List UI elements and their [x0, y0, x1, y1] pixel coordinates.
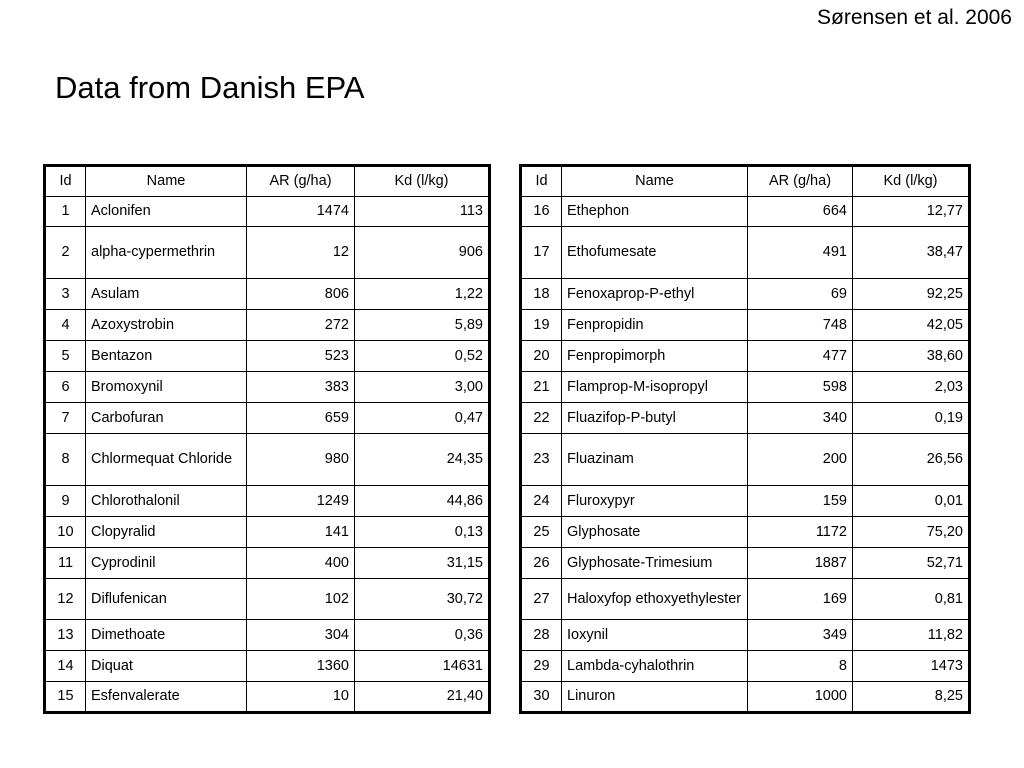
- table-row: [45, 682, 490, 713]
- kd-cell: 31,15: [355, 548, 490, 579]
- name-cell: Aclonifen: [86, 197, 247, 227]
- kd-cell: 0,47: [355, 403, 490, 434]
- kd-cell: 38,47: [853, 227, 970, 279]
- header-row: [521, 166, 970, 197]
- table-row: [45, 486, 490, 517]
- name-cell: Cyprodinil: [86, 548, 247, 579]
- kd-cell: 30,72: [355, 579, 490, 620]
- id-cell: 26: [521, 548, 562, 579]
- id-cell: 2: [45, 227, 86, 279]
- kd-cell: 44,86: [355, 486, 490, 517]
- name-cell: Glyphosate-Trimesium: [562, 548, 748, 579]
- kd-cell: 21,40: [355, 682, 490, 713]
- name-cell: Fenpropidin: [562, 310, 748, 341]
- ar-cell: 659: [247, 403, 355, 434]
- kd-cell: 0,19: [853, 403, 970, 434]
- id-cell: 4: [45, 310, 86, 341]
- id-cell: 9: [45, 486, 86, 517]
- ar-cell: 1887: [748, 548, 853, 579]
- id-cell: 30: [521, 682, 562, 713]
- id-cell: 28: [521, 620, 562, 651]
- kd-cell: 8,25: [853, 682, 970, 713]
- column-header: Id: [521, 166, 562, 197]
- ar-cell: 598: [748, 372, 853, 403]
- kd-cell: 75,20: [853, 517, 970, 548]
- id-cell: 8: [45, 434, 86, 486]
- ar-cell: 349: [748, 620, 853, 651]
- id-cell: 13: [45, 620, 86, 651]
- kd-cell: 1473: [853, 651, 970, 682]
- table-row: [45, 197, 490, 227]
- id-cell: 10: [45, 517, 86, 548]
- name-cell: Esfenvalerate: [86, 682, 247, 713]
- table-row: [521, 682, 970, 713]
- id-cell: 14: [45, 651, 86, 682]
- id-cell: 15: [45, 682, 86, 713]
- table-row: [45, 310, 490, 341]
- column-header: Kd (l/kg): [853, 166, 970, 197]
- id-cell: 22: [521, 403, 562, 434]
- table-row: [521, 197, 970, 227]
- name-cell: Fluazinam: [562, 434, 748, 486]
- kd-cell: 2,03: [853, 372, 970, 403]
- data-table-right: [519, 164, 971, 714]
- ar-cell: 1360: [247, 651, 355, 682]
- kd-cell: 11,82: [853, 620, 970, 651]
- kd-cell: 0,01: [853, 486, 970, 517]
- table-row: [521, 372, 970, 403]
- table-row: [521, 548, 970, 579]
- table-row: [45, 620, 490, 651]
- ar-cell: 272: [247, 310, 355, 341]
- citation: Sørensen et al. 2006: [817, 6, 1012, 29]
- id-cell: 23: [521, 434, 562, 486]
- kd-cell: 92,25: [853, 279, 970, 310]
- name-cell: Flamprop-M-isopropyl: [562, 372, 748, 403]
- id-cell: 3: [45, 279, 86, 310]
- ar-cell: 400: [247, 548, 355, 579]
- table-row: [45, 279, 490, 310]
- name-cell: Ioxynil: [562, 620, 748, 651]
- ar-cell: 12: [247, 227, 355, 279]
- table-row: [45, 341, 490, 372]
- page-title: Data from Danish EPA: [55, 70, 365, 105]
- table-row: [45, 517, 490, 548]
- name-cell: Fluroxypyr: [562, 486, 748, 517]
- table-row: [521, 279, 970, 310]
- id-cell: 16: [521, 197, 562, 227]
- id-cell: 27: [521, 579, 562, 620]
- table-row: [45, 434, 490, 486]
- ar-cell: 1000: [748, 682, 853, 713]
- name-cell: Bentazon: [86, 341, 247, 372]
- name-cell: alpha-cypermethrin: [86, 227, 247, 279]
- ar-cell: 980: [247, 434, 355, 486]
- table-row: [521, 620, 970, 651]
- name-cell: Clopyralid: [86, 517, 247, 548]
- ar-cell: 491: [748, 227, 853, 279]
- kd-cell: 0,36: [355, 620, 490, 651]
- ar-cell: 1172: [748, 517, 853, 548]
- data-table-left: [43, 164, 491, 714]
- name-cell: Chlorothalonil: [86, 486, 247, 517]
- name-cell: Chlormequat Chloride: [86, 434, 247, 486]
- name-cell: Dimethoate: [86, 620, 247, 651]
- kd-cell: 113: [355, 197, 490, 227]
- column-header: Id: [45, 166, 86, 197]
- id-cell: 20: [521, 341, 562, 372]
- ar-cell: 664: [748, 197, 853, 227]
- kd-cell: 52,71: [853, 548, 970, 579]
- table-row: [45, 579, 490, 620]
- ar-cell: 141: [247, 517, 355, 548]
- ar-cell: 1474: [247, 197, 355, 227]
- kd-cell: 42,05: [853, 310, 970, 341]
- id-cell: 29: [521, 651, 562, 682]
- id-cell: 5: [45, 341, 86, 372]
- name-cell: Haloxyfop ethoxyethylester: [562, 579, 748, 620]
- name-cell: Glyphosate: [562, 517, 748, 548]
- ar-cell: 748: [748, 310, 853, 341]
- ar-cell: 8: [748, 651, 853, 682]
- kd-cell: 0,81: [853, 579, 970, 620]
- table-row: [521, 403, 970, 434]
- table-row: [521, 579, 970, 620]
- kd-cell: 14631: [355, 651, 490, 682]
- ar-cell: 102: [247, 579, 355, 620]
- kd-cell: 5,89: [355, 310, 490, 341]
- name-cell: Diflufenican: [86, 579, 247, 620]
- id-cell: 19: [521, 310, 562, 341]
- table-row: [521, 227, 970, 279]
- ar-cell: 159: [748, 486, 853, 517]
- table-row: [521, 486, 970, 517]
- ar-cell: 806: [247, 279, 355, 310]
- column-header: AR (g/ha): [748, 166, 853, 197]
- kd-cell: 12,77: [853, 197, 970, 227]
- name-cell: Ethofumesate: [562, 227, 748, 279]
- id-cell: 25: [521, 517, 562, 548]
- column-header: Kd (l/kg): [355, 166, 490, 197]
- ar-cell: 200: [748, 434, 853, 486]
- ar-cell: 1249: [247, 486, 355, 517]
- id-cell: 7: [45, 403, 86, 434]
- table-row: [45, 227, 490, 279]
- table-row: [45, 548, 490, 579]
- table-row: [45, 372, 490, 403]
- name-cell: Carbofuran: [86, 403, 247, 434]
- table-row: [45, 403, 490, 434]
- kd-cell: 1,22: [355, 279, 490, 310]
- table-row: [521, 310, 970, 341]
- column-header: Name: [86, 166, 247, 197]
- name-cell: Fenpropimorph: [562, 341, 748, 372]
- kd-cell: 26,56: [853, 434, 970, 486]
- name-cell: Asulam: [86, 279, 247, 310]
- column-header: Name: [562, 166, 748, 197]
- ar-cell: 523: [247, 341, 355, 372]
- kd-cell: 3,00: [355, 372, 490, 403]
- ar-cell: 10: [247, 682, 355, 713]
- table-row: [521, 517, 970, 548]
- name-cell: Fluazifop-P-butyl: [562, 403, 748, 434]
- name-cell: Bromoxynil: [86, 372, 247, 403]
- ar-cell: 383: [247, 372, 355, 403]
- ar-cell: 69: [748, 279, 853, 310]
- name-cell: Azoxystrobin: [86, 310, 247, 341]
- kd-cell: 38,60: [853, 341, 970, 372]
- id-cell: 11: [45, 548, 86, 579]
- name-cell: Diquat: [86, 651, 247, 682]
- kd-cell: 24,35: [355, 434, 490, 486]
- header-row: [45, 166, 490, 197]
- kd-cell: 0,52: [355, 341, 490, 372]
- id-cell: 17: [521, 227, 562, 279]
- table-row: [521, 341, 970, 372]
- id-cell: 1: [45, 197, 86, 227]
- table-row: [521, 651, 970, 682]
- ar-cell: 477: [748, 341, 853, 372]
- kd-cell: 906: [355, 227, 490, 279]
- name-cell: Ethephon: [562, 197, 748, 227]
- ar-cell: 304: [247, 620, 355, 651]
- id-cell: 12: [45, 579, 86, 620]
- table-row: [45, 651, 490, 682]
- id-cell: 24: [521, 486, 562, 517]
- table-row: [521, 434, 970, 486]
- id-cell: 6: [45, 372, 86, 403]
- name-cell: Fenoxaprop-P-ethyl: [562, 279, 748, 310]
- id-cell: 21: [521, 372, 562, 403]
- kd-cell: 0,13: [355, 517, 490, 548]
- id-cell: 18: [521, 279, 562, 310]
- name-cell: Linuron: [562, 682, 748, 713]
- ar-cell: 340: [748, 403, 853, 434]
- name-cell: Lambda-cyhalothrin: [562, 651, 748, 682]
- column-header: AR (g/ha): [247, 166, 355, 197]
- ar-cell: 169: [748, 579, 853, 620]
